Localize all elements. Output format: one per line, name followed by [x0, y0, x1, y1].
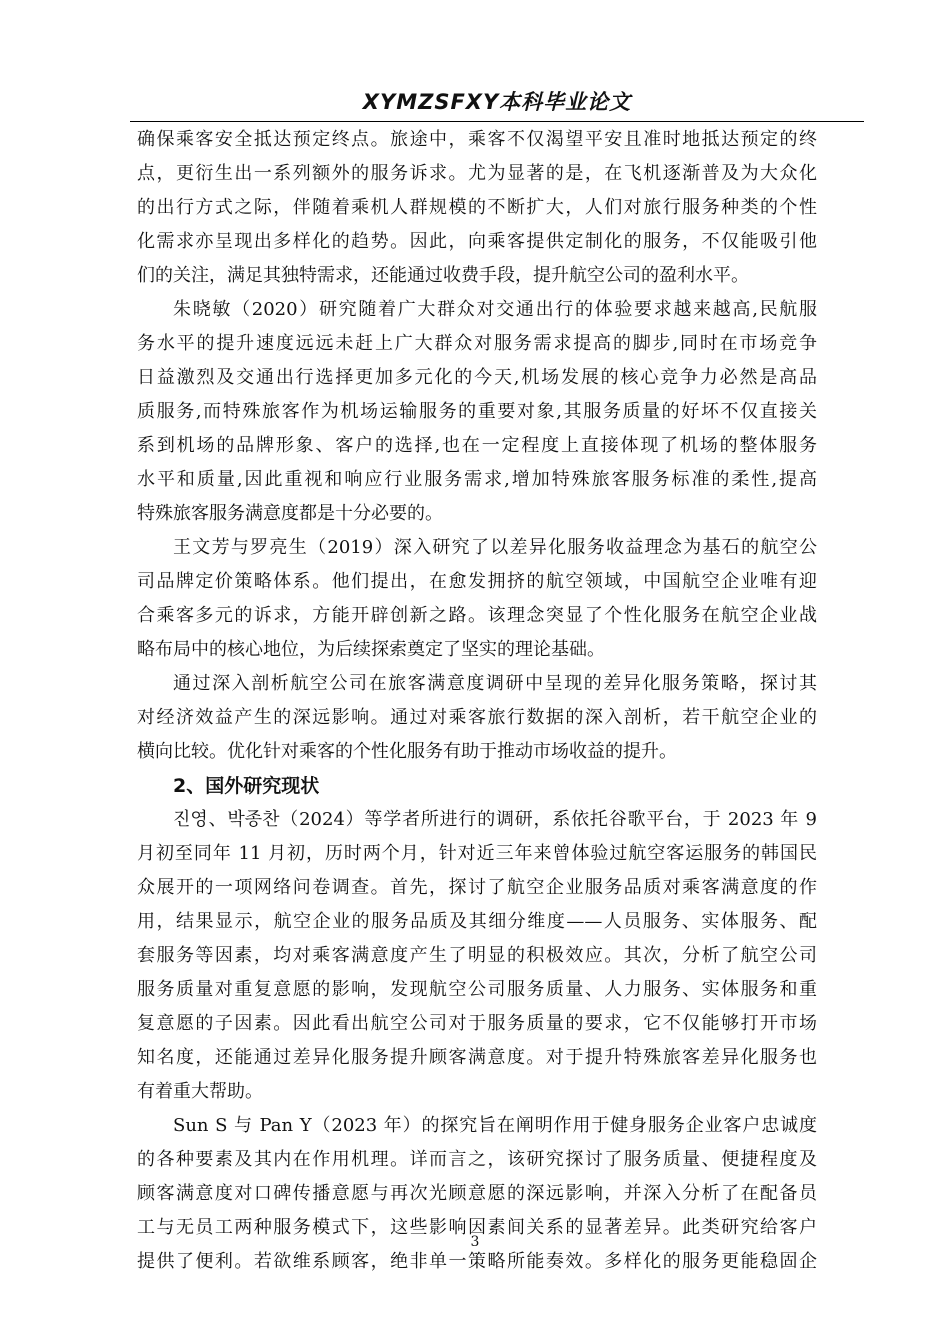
paragraph-line: 化需求亦呈现出多样化的趋势。因此，向乘客提供定制化的服务，不仅能吸引他	[137, 231, 817, 252]
paragraph-line: 质服务,而特殊旅客作为机场运输服务的重要对象,其服务质量的好坏不仅直接关	[137, 401, 817, 422]
paragraph-line: 点，更衍生出一系列额外的服务诉求。尤为显著的是，在飞机逐渐普及为大众化	[137, 163, 817, 184]
paragraph-line: 横向比较。优化针对乘客的个性化服务有助于推动市场收益的提升。	[137, 741, 677, 762]
paragraph-line: 提供了便利。若欲维系顾客，绝非单一策略所能奏效。多样化的服务更能稳固企	[137, 1251, 817, 1272]
paragraph-line: 司品牌定价策略体系。他们提出，在愈发拥挤的航空领域，中国航空企业唯有迎	[137, 571, 817, 592]
paragraph-line: 朱晓敏（2020）研究随着广大群众对交通出行的体验要求越来越高,民航服	[173, 299, 817, 320]
paragraph-line: 的各种要素及其内在作用机理。详而言之，该研究探讨了服务质量、便捷程度及	[137, 1149, 817, 1170]
paragraph-line: 日益激烈及交通出行选择更加多元化的今天,机场发展的核心竞争力必然是高品	[137, 367, 817, 388]
paragraph-line: 王文芳与罗亮生（2019）深入研究了以差异化服务收益理念为基石的航空公	[173, 537, 817, 558]
paragraph-line: 有着重大帮助。	[137, 1081, 263, 1102]
paragraph-line: 的出行方式之际，伴随着乘机人群规模的不断扩大，人们对旅行服务种类的个性	[137, 197, 817, 218]
paragraph	[137, 667, 817, 769]
paragraph-line: 确保乘客安全抵达预定终点。旅途中，乘客不仅渴望平安且准时地抵达预定的终	[137, 129, 817, 150]
paragraph-line: Sun S 与 Pan Y（2023 年）的探究旨在阐明作用于健身服务企业客户忠诚度	[173, 1115, 817, 1136]
paragraph-line: 工与无员工两种服务模式下，这些影响因素间关系的显著差异。此类研究给客户	[137, 1217, 817, 1238]
paragraph-line: 务水平的提升速度远远未赶上广大群众对服务需求提高的脚步,同时在市场竞争	[137, 333, 817, 354]
paragraph	[137, 293, 817, 531]
paragraph	[137, 1109, 817, 1279]
paragraph-line: 顾客满意度对口碑传播意愿与再次光顾意愿的深远影响，并深入分析了在配备员	[137, 1183, 817, 1204]
paragraph	[137, 531, 817, 667]
paragraph-line: 月初至同年 11 月初，历时两个月，针对近三年来曾体验过航空客运服务的韩国民	[137, 843, 817, 864]
paragraph-line: 特殊旅客服务满意度都是十分必要的。	[137, 503, 443, 524]
paragraph-line: 略布局中的核心地位，为后续探索奠定了坚实的理论基础。	[137, 639, 605, 660]
paragraph	[137, 803, 817, 1109]
paragraph-line: 们的关注，满足其独特需求，还能通过收费手段，提升航空公司的盈利水平。	[137, 265, 749, 286]
paragraph-line: 系到机场的品牌形象、客户的选择,也在一定程度上直接体现了机场的整体服务	[137, 435, 817, 456]
paragraph-line: 合乘客多元的诉求，方能开辟创新之路。该理念突显了个性化服务在航空企业战	[137, 605, 817, 626]
header-divider	[130, 121, 864, 122]
paragraph-line: 服务质量对重复意愿的影响，发现航空公司服务质量、人力服务、实体服务和重	[137, 979, 817, 1000]
paragraph-line: 진영、박종찬（2024）等学者所进行的调研，系依托谷歌平台，于 2023 年 9	[173, 809, 817, 830]
paragraph-line: 通过深入剖析航空公司在旅客满意度调研中呈现的差异化服务策略，探讨其	[173, 673, 817, 694]
page-header-title: XYMZSFXY本科毕业论文	[362, 90, 632, 114]
paragraph-line: 水平和质量,因此重视和响应行业服务需求,增加特殊旅客服务标准的柔性,提高	[137, 469, 817, 490]
paragraph-line: 用，结果显示，航空企业的服务品质及其细分维度——人员服务、实体服务、配	[137, 911, 817, 932]
body-text	[137, 123, 817, 1279]
paragraph-line: 套服务等因素，均对乘客满意度产生了明显的积极效应。其次，分析了航空公司	[137, 945, 817, 966]
page-number: 3	[470, 1234, 480, 1250]
paragraph-line: 知名度，还能通过差异化服务提升顾客满意度。对于提升特殊旅客差异化服务也	[137, 1047, 817, 1068]
paragraph	[137, 123, 817, 293]
paragraph-line: 众展开的一项网络问卷调查。首先，探讨了航空企业服务品质对乘客满意度的作	[137, 877, 817, 898]
section-heading: 2、国外研究现状	[173, 775, 320, 797]
paragraph-line: 复意愿的子因素。因此看出航空公司对于服务质量的要求，它不仅能够打开市场	[137, 1013, 817, 1034]
paragraph-line: 对经济效益产生的深远影响。通过对乘客旅行数据的深入剖析，若干航空企业的	[137, 707, 817, 728]
